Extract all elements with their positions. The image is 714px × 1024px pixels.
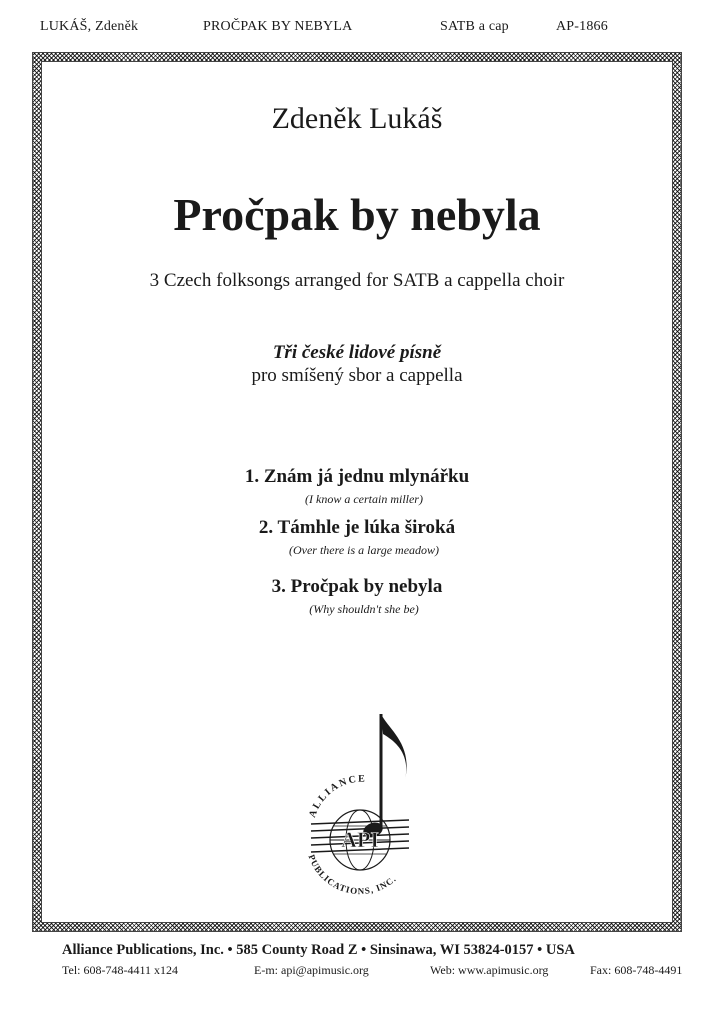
subtitle: 3 Czech folksongs arranged for SATB a cappella choir bbox=[149, 270, 565, 291]
publisher-fax: Fax: 608-748-4491 bbox=[590, 963, 683, 977]
song-title-3: 3. Pročpak by nebyla bbox=[271, 576, 443, 597]
song-translation-2: (Over there is a large meadow) bbox=[288, 543, 440, 557]
song-translation-3: (Why shouldn't she be) bbox=[309, 602, 419, 616]
header-title: PROČPAK BY NEBYLA bbox=[203, 19, 353, 34]
song-title-1: 1. Znám já jednu mlynářku bbox=[244, 466, 470, 487]
page-title: Pročpak by nebyla bbox=[173, 189, 541, 240]
header-composer: LUKÁŠ, Zdeněk bbox=[40, 19, 139, 34]
logo-top-text: ALLIANCE bbox=[307, 773, 367, 820]
header-voicing: SATB a cap bbox=[440, 19, 509, 34]
song-translation-1: (I know a certain miller) bbox=[305, 492, 423, 506]
composer-name: Zdeněk Lukáš bbox=[271, 102, 443, 135]
svg-text:PUBLICATIONS, INC. bbox=[306, 853, 398, 896]
svg-text:ALLIANCE bbox=[307, 774, 367, 820]
decorative-border bbox=[32, 52, 682, 932]
publisher-email[interactable]: E-m: api@apimusic.org bbox=[254, 963, 369, 977]
publisher-logo bbox=[293, 700, 427, 900]
logo-bottom-text: PUBLICATIONS, INC. bbox=[306, 853, 399, 897]
czech-title: Tři české lidové písně bbox=[272, 342, 442, 363]
publisher-website[interactable]: Web: www.apimusic.org bbox=[430, 963, 549, 977]
publisher-address: Alliance Publications, Inc. • 585 County Road Z • Sinsinawa, WI 53824-0157 • USA bbox=[62, 942, 575, 958]
song-title-2: 2. Támhle je lúka široká bbox=[258, 517, 456, 538]
publisher-phone: Tel: 608-748-4411 x124 bbox=[62, 963, 179, 977]
logo-center-text: API bbox=[341, 827, 379, 852]
cover-panel bbox=[41, 61, 673, 923]
czech-subtitle: pro smíšený sbor a cappella bbox=[251, 365, 463, 386]
header-catalog-number: AP-1866 bbox=[556, 19, 608, 34]
